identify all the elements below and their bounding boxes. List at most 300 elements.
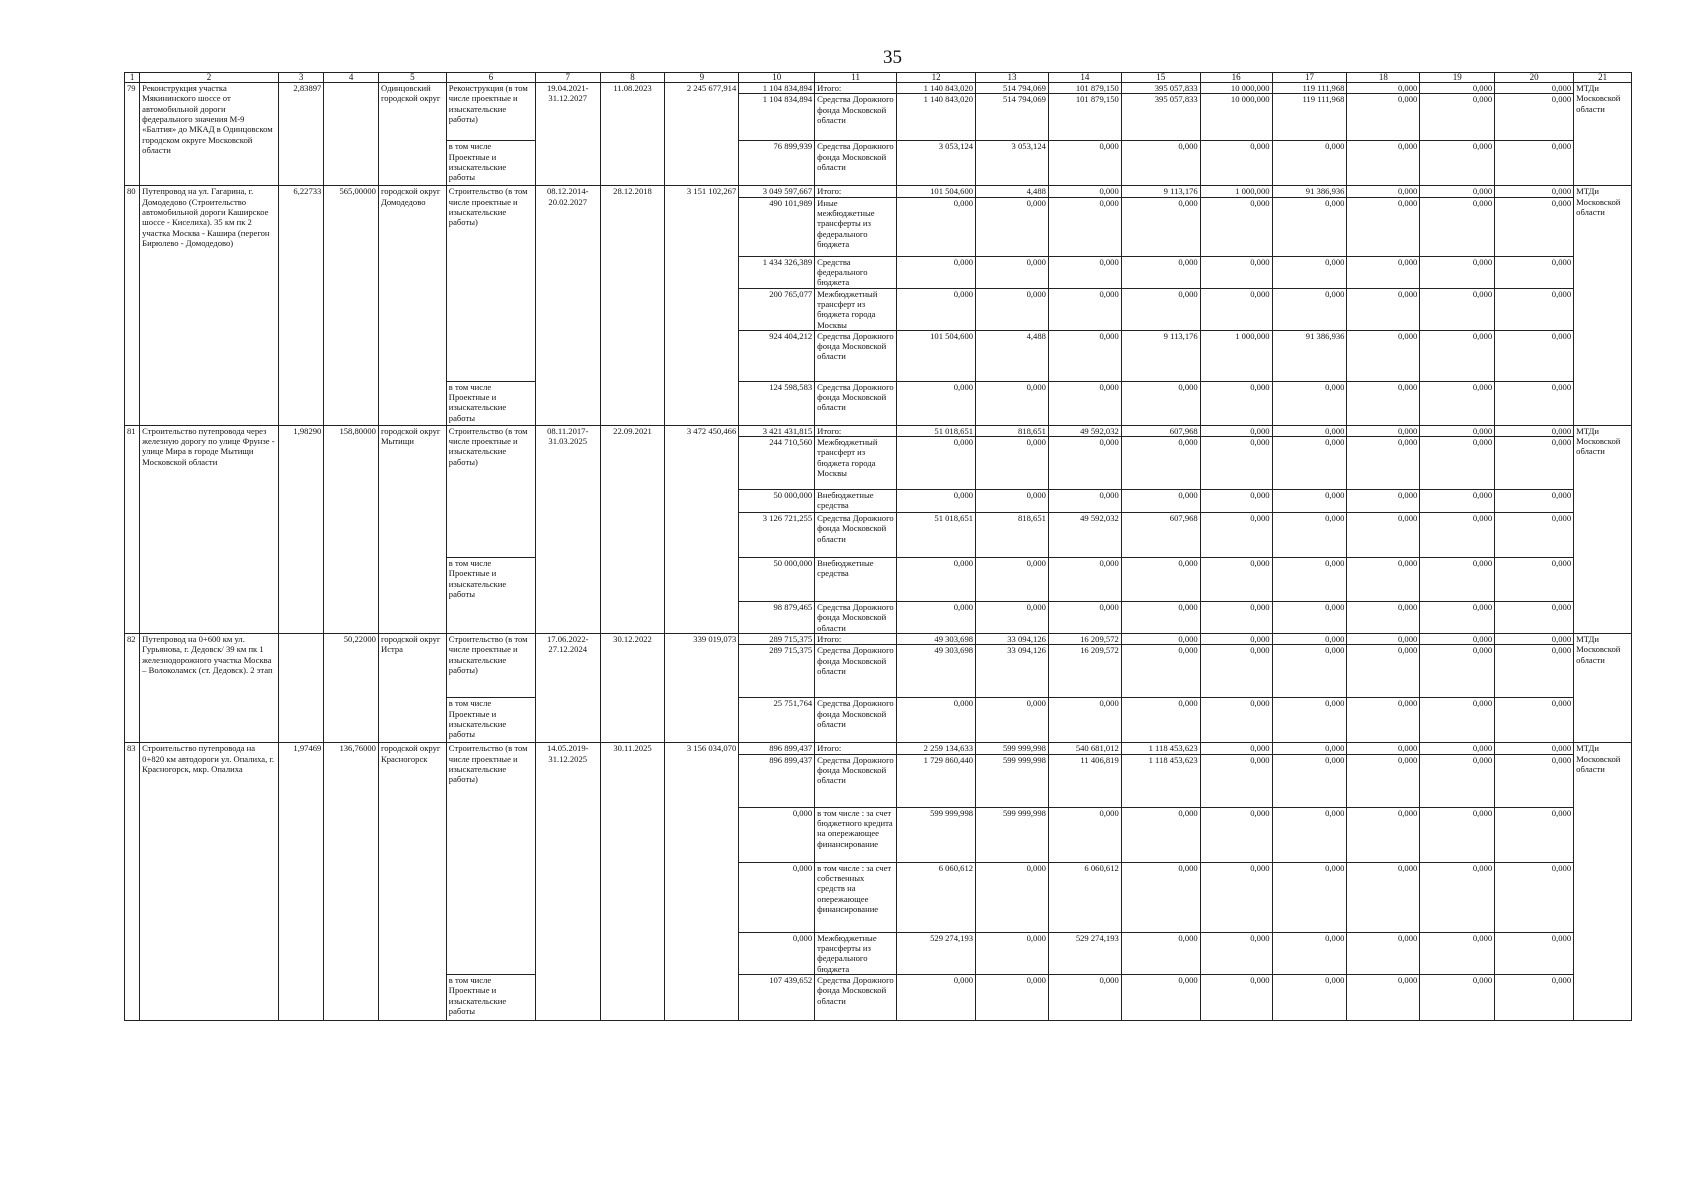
funding-value: 10 000,000 [1200, 94, 1272, 141]
total-label: Итого: [815, 425, 897, 436]
funding-value: 0,000 [897, 437, 976, 490]
commission-date: 30.11.2025 [600, 743, 665, 1021]
funding-value: 0,000 [976, 698, 1049, 743]
funding-value: 0,000 [1121, 437, 1200, 490]
funding-value: 0,000 [1347, 698, 1420, 743]
funding-value: 0,000 [1495, 558, 1574, 602]
funding-value: 0,000 [976, 197, 1049, 256]
object-name: Путепровод на 0+600 км ул. Гурьянова, г. Дедовск/ 39 км пк 1 железнодорожного участка Москва – Волоколамск (ст. Дедовск). 2 этап [140, 634, 279, 743]
location: городской округ Красногорск [378, 743, 446, 1021]
object-name: Путепровод на ул. Гагарина, г. Домодедово (Строительство автомобильной дороги Каширское шоссе - Киселиха). 35 км пк 2 участка Москва - Кашира (перегон Бирюлево - Домодедово) [140, 186, 279, 426]
total-value: 818,651 [976, 425, 1049, 436]
funding-value: 0,000 [1495, 932, 1574, 974]
funding-value: 0,000 [1347, 862, 1420, 932]
funding-value: 0,000 [1420, 698, 1495, 743]
funding-value: 9 113,176 [1121, 330, 1200, 381]
row-number: 80 [125, 186, 140, 426]
funding-value: 818,651 [976, 513, 1049, 558]
funding-value: 0,000 [1420, 490, 1495, 513]
financed-amount: 924 404,212 [739, 330, 815, 381]
capacity-increase [324, 83, 379, 186]
total-financed: 1 104 834,894 [739, 83, 815, 94]
object-name: Строительство путепровода на 0+820 км автодороги ул. Опалиха, г. Красногорск, мкр. Опалиха [140, 743, 279, 1021]
work-type: Строительство (в том числе проектные и изыскательские работы) [446, 634, 535, 698]
funding-source: Средства Дорожного фонда Московской области [815, 602, 897, 634]
work-period: 08.12.2014-20.02.2027 [535, 186, 600, 426]
financed-amount: 896 899,437 [739, 754, 815, 807]
financed-amount: 50 000,000 [739, 558, 815, 602]
funding-value: 0,000 [1495, 645, 1574, 698]
funding-value: 0,000 [1121, 558, 1200, 602]
total-value: 540 681,012 [1048, 743, 1121, 754]
funding-source: Средства Дорожного фонда Московской области [815, 141, 897, 186]
funding-value: 0,000 [1121, 862, 1200, 932]
financed-amount: 200 765,077 [739, 288, 815, 330]
funding-value: 0,000 [1048, 698, 1121, 743]
funding-value: 395 057,833 [1121, 94, 1200, 141]
total-value: 0,000 [1495, 743, 1574, 754]
total-value: 0,000 [1347, 634, 1420, 645]
commission-date: 22.09.2021 [600, 425, 665, 633]
total-value: 0,000 [1048, 186, 1121, 197]
total-value: 0,000 [1420, 634, 1495, 645]
financed-amount: 25 751,764 [739, 698, 815, 743]
total-value: 0,000 [1347, 83, 1420, 94]
funding-value: 6 060,612 [1048, 862, 1121, 932]
total-value: 0,000 [1272, 425, 1347, 436]
capacity: 2,83897 [278, 83, 324, 186]
work-type: Строительство (в том числе проектные и изыскательские работы) [446, 186, 535, 382]
funding-value: 0,000 [1495, 256, 1574, 288]
financed-amount: 107 439,652 [739, 974, 815, 1020]
funding-value: 0,000 [976, 490, 1049, 513]
funding-value: 0,000 [1272, 602, 1347, 634]
funding-value: 0,000 [1495, 141, 1574, 186]
funding-value: 529 274,193 [897, 932, 976, 974]
funding-value: 0,000 [1200, 490, 1272, 513]
funding-value: 0,000 [1347, 381, 1420, 425]
financed-amount: 98 879,465 [739, 602, 815, 634]
capacity-increase: 50,22000 [324, 634, 379, 743]
funding-source: Средства Дорожного фонда Московской области [815, 381, 897, 425]
funding-value: 0,000 [1272, 807, 1347, 862]
total-value: 395 057,833 [1121, 83, 1200, 94]
funding-value: 0,000 [1048, 437, 1121, 490]
funding-value: 49 592,032 [1048, 513, 1121, 558]
funding-value: 0,000 [1347, 645, 1420, 698]
funding-value: 0,000 [1420, 754, 1495, 807]
funding-value: 0,000 [1495, 974, 1574, 1020]
total-value: 91 386,936 [1272, 186, 1347, 197]
funding-value: 0,000 [1420, 932, 1495, 974]
financed-amount: 124 598,583 [739, 381, 815, 425]
total-value: 1 140 843,020 [897, 83, 976, 94]
column-header: 17 [1272, 73, 1347, 83]
funding-value: 0,000 [976, 558, 1049, 602]
funding-value: 0,000 [1200, 807, 1272, 862]
funding-value: 0,000 [1272, 862, 1347, 932]
funding-value: 0,000 [1048, 490, 1121, 513]
investment-program-table [124, 72, 1632, 1021]
commission-date: 30.12.2022 [600, 634, 665, 743]
funding-value: 0,000 [897, 288, 976, 330]
funding-value: 0,000 [1347, 932, 1420, 974]
total-value: 607,968 [1121, 425, 1200, 436]
design-work-type: в том числе Проектные и изыскательские работы [446, 698, 535, 743]
funding-value: 1 140 843,020 [897, 94, 976, 141]
funding-value: 1 000,000 [1200, 330, 1272, 381]
funding-value: 0,000 [1347, 558, 1420, 602]
total-value: 33 094,126 [976, 634, 1049, 645]
column-header: 19 [1420, 73, 1495, 83]
funding-value: 0,000 [1495, 381, 1574, 425]
funding-value: 529 274,193 [1048, 932, 1121, 974]
funding-value: 0,000 [1048, 807, 1121, 862]
funding-value: 0,000 [1121, 932, 1200, 974]
total-value: 0,000 [1272, 743, 1347, 754]
object-name: Реконструкция участка Мякининского шоссе от автомобильной дороги федерального значения М-9 «Балтия» до МКАД в Одинцовском городском округе Московской области [140, 83, 279, 186]
total-financed: 3 421 431,815 [739, 425, 815, 436]
total-value: 0,000 [1121, 634, 1200, 645]
total-value: 0,000 [1420, 425, 1495, 436]
funding-value: 0,000 [1420, 862, 1495, 932]
funding-value: 0,000 [976, 437, 1049, 490]
funding-value: 0,000 [1272, 932, 1347, 974]
funding-value: 0,000 [1200, 381, 1272, 425]
funding-value: 0,000 [976, 932, 1049, 974]
total-value: 119 111,968 [1272, 83, 1347, 94]
funding-value: 0,000 [1272, 754, 1347, 807]
funding-source: Средства Дорожного фонда Московской области [815, 94, 897, 141]
funding-value: 6 060,612 [897, 862, 976, 932]
funding-value: 0,000 [1347, 754, 1420, 807]
customer: МТДи Московской области [1574, 743, 1632, 1021]
funding-value: 0,000 [897, 490, 976, 513]
funding-value: 0,000 [1048, 197, 1121, 256]
funding-source: Иные межбюджетные трансферты из федерального бюджета [815, 197, 897, 256]
total-value: 0,000 [1347, 425, 1420, 436]
funding-value: 0,000 [1272, 558, 1347, 602]
funding-value: 0,000 [1048, 141, 1121, 186]
funding-value: 0,000 [1420, 330, 1495, 381]
funding-source: Внебюджетные средства [815, 558, 897, 602]
column-header: 18 [1347, 73, 1420, 83]
funding-value: 0,000 [1272, 381, 1347, 425]
funding-value: 0,000 [1121, 698, 1200, 743]
design-work-type: в том числе Проектные и изыскательские работы [446, 141, 535, 186]
funding-source: Средства Дорожного фонда Московской области [815, 974, 897, 1020]
financed-amount: 0,000 [739, 862, 815, 932]
column-header: 5 [378, 73, 446, 83]
design-work-type: в том числе Проектные и изыскательские работы [446, 974, 535, 1020]
work-period: 19.04.2021-31.12.2027 [535, 83, 600, 186]
funding-source: Средства Дорожного фонда Московской области [815, 698, 897, 743]
funding-value: 49 303,698 [897, 645, 976, 698]
total-value: 49 303,698 [897, 634, 976, 645]
capacity-increase: 158,80000 [324, 425, 379, 633]
total-value: 0,000 [1272, 634, 1347, 645]
funding-value: 599 999,998 [897, 807, 976, 862]
customer: МТДи Московской области [1574, 83, 1632, 186]
column-header: 6 [446, 73, 535, 83]
funding-value: 0,000 [976, 288, 1049, 330]
total-financed: 3 049 597,667 [739, 186, 815, 197]
column-number-row [125, 73, 1632, 83]
funding-value: 0,000 [1121, 490, 1200, 513]
funding-value: 0,000 [1420, 256, 1495, 288]
financed-amount: 3 126 721,255 [739, 513, 815, 558]
funding-value: 0,000 [1200, 256, 1272, 288]
funding-source: Внебюджетные средства [815, 490, 897, 513]
capacity-increase: 565,00000 [324, 186, 379, 426]
total-value: 1 000,000 [1200, 186, 1272, 197]
funding-value: 0,000 [1200, 437, 1272, 490]
funding-value: 0,000 [1200, 754, 1272, 807]
column-header: 11 [815, 73, 897, 83]
location: городской округ Мытищи [378, 425, 446, 633]
funding-value: 0,000 [1495, 94, 1574, 141]
funding-value: 0,000 [1121, 197, 1200, 256]
funding-value: 607,968 [1121, 513, 1200, 558]
financed-amount: 244 710,560 [739, 437, 815, 490]
table-row [125, 634, 1632, 645]
funding-value: 0,000 [1347, 141, 1420, 186]
estimated-cost: 3 151 102,267 [665, 186, 739, 426]
funding-source: Средства Дорожного фонда Московской области [815, 645, 897, 698]
work-period: 08.11.2017-31.03.2025 [535, 425, 600, 633]
funding-source: Средства Дорожного фонда Московской области [815, 513, 897, 558]
total-value: 0,000 [1420, 83, 1495, 94]
funding-value: 0,000 [1495, 437, 1574, 490]
total-value: 0,000 [1495, 634, 1574, 645]
funding-value: 0,000 [1495, 513, 1574, 558]
funding-value: 0,000 [1420, 288, 1495, 330]
funding-value: 0,000 [1121, 288, 1200, 330]
financed-amount: 50 000,000 [739, 490, 815, 513]
funding-value: 0,000 [1272, 437, 1347, 490]
capacity-increase: 136,76000 [324, 743, 379, 1021]
funding-value: 0,000 [1420, 141, 1495, 186]
column-header: 2 [140, 73, 279, 83]
funding-value: 0,000 [1200, 974, 1272, 1020]
funding-value: 0,000 [1495, 807, 1574, 862]
funding-value: 0,000 [1420, 807, 1495, 862]
funding-value: 0,000 [897, 602, 976, 634]
funding-value: 514 794,069 [976, 94, 1049, 141]
customer: МТДи Московской области [1574, 634, 1632, 743]
funding-value: 101 504,600 [897, 330, 976, 381]
estimated-cost: 3 156 034,070 [665, 743, 739, 1021]
funding-value: 101 879,150 [1048, 94, 1121, 141]
funding-value: 599 999,998 [976, 754, 1049, 807]
work-type: Реконструкция (в том числе проектные и изыскательские работы) [446, 83, 535, 141]
funding-value: 0,000 [1420, 381, 1495, 425]
object-name: Строительство путепровода через железную дорогу по улице Фрунзе - улице Мира в городе Мытищи Московской области [140, 425, 279, 633]
column-header: 20 [1495, 73, 1574, 83]
funding-value: 0,000 [1272, 974, 1347, 1020]
funding-value: 11 406,819 [1048, 754, 1121, 807]
funding-value: 0,000 [1048, 381, 1121, 425]
financed-amount: 289 715,375 [739, 645, 815, 698]
funding-value: 0,000 [1121, 974, 1200, 1020]
total-label: Итого: [815, 743, 897, 754]
funding-value: 0,000 [1347, 288, 1420, 330]
total-label: Итого: [815, 186, 897, 197]
funding-value: 3 053,124 [897, 141, 976, 186]
funding-value: 0,000 [1420, 437, 1495, 490]
funding-value: 119 111,968 [1272, 94, 1347, 141]
financed-amount: 1 434 326,389 [739, 256, 815, 288]
funding-value: 0,000 [1272, 513, 1347, 558]
funding-value: 1 118 453,623 [1121, 754, 1200, 807]
funding-source: Средства Дорожного фонда Московской области [815, 330, 897, 381]
funding-value: 0,000 [976, 862, 1049, 932]
work-type: Строительство (в том числе проектные и изыскательские работы) [446, 743, 535, 975]
funding-value: 0,000 [897, 698, 976, 743]
total-value: 0,000 [1347, 743, 1420, 754]
funding-value: 0,000 [1200, 602, 1272, 634]
total-value: 0,000 [1420, 186, 1495, 197]
funding-value: 0,000 [1495, 490, 1574, 513]
total-value: 0,000 [1200, 634, 1272, 645]
total-value: 16 209,572 [1048, 634, 1121, 645]
total-value: 0,000 [1495, 425, 1574, 436]
column-header: 9 [665, 73, 739, 83]
funding-source: Средства Дорожного фонда Московской области [815, 754, 897, 807]
funding-value: 0,000 [1200, 288, 1272, 330]
table-row [125, 425, 1632, 436]
funding-value: 0,000 [1121, 381, 1200, 425]
funding-value: 0,000 [1420, 513, 1495, 558]
total-financed: 896 899,437 [739, 743, 815, 754]
funding-value: 0,000 [1347, 490, 1420, 513]
location: городской округ Истра [378, 634, 446, 743]
funding-value: 0,000 [1347, 513, 1420, 558]
funding-value: 51 018,651 [897, 513, 976, 558]
funding-value: 0,000 [1121, 602, 1200, 634]
funding-value: 0,000 [1272, 645, 1347, 698]
table-row [125, 83, 1632, 94]
total-value: 51 018,651 [897, 425, 976, 436]
column-header: 10 [739, 73, 815, 83]
design-work-type: в том числе Проектные и изыскательские работы [446, 558, 535, 634]
financed-amount: 490 101,989 [739, 197, 815, 256]
funding-source: в том числе : за счет собственных средств на опережающее финансирование [815, 862, 897, 932]
capacity [278, 634, 324, 743]
commission-date: 28.12.2018 [600, 186, 665, 426]
funding-value: 0,000 [1200, 698, 1272, 743]
location: Одинцовский городской округ [378, 83, 446, 186]
page-number: 35 [883, 47, 902, 68]
total-value: 2 259 134,633 [897, 743, 976, 754]
funding-value: 0,000 [897, 256, 976, 288]
column-header: 12 [897, 73, 976, 83]
funding-value: 3 053,124 [976, 141, 1049, 186]
funding-source: в том числе : за счет бюджетного кредита на опережающее финансирование [815, 807, 897, 862]
funding-value: 0,000 [1200, 862, 1272, 932]
total-value: 101 504,600 [897, 186, 976, 197]
column-header: 15 [1121, 73, 1200, 83]
financed-amount: 1 104 834,894 [739, 94, 815, 141]
funding-value: 0,000 [976, 381, 1049, 425]
funding-value: 0,000 [1495, 698, 1574, 743]
total-value: 101 879,150 [1048, 83, 1121, 94]
funding-value: 0,000 [1200, 197, 1272, 256]
funding-value: 599 999,998 [976, 807, 1049, 862]
funding-value: 0,000 [1347, 330, 1420, 381]
funding-value: 0,000 [897, 197, 976, 256]
financed-amount: 0,000 [739, 807, 815, 862]
funding-value: 0,000 [1048, 602, 1121, 634]
total-value: 599 999,998 [976, 743, 1049, 754]
row-number: 81 [125, 425, 140, 633]
funding-value: 0,000 [1347, 437, 1420, 490]
funding-source: Средства федерального бюджета [815, 256, 897, 288]
funding-value: 0,000 [1272, 288, 1347, 330]
column-header: 16 [1200, 73, 1272, 83]
column-header: 13 [976, 73, 1049, 83]
funding-value: 0,000 [1495, 602, 1574, 634]
funding-value: 0,000 [1272, 256, 1347, 288]
funding-value: 0,000 [897, 974, 976, 1020]
funding-value: 0,000 [1347, 807, 1420, 862]
financed-amount: 0,000 [739, 932, 815, 974]
funding-source: Межбюджетные трансферты из федерального бюджета [815, 932, 897, 974]
funding-value: 0,000 [1420, 94, 1495, 141]
funding-value: 0,000 [1495, 288, 1574, 330]
funding-value: 0,000 [1420, 197, 1495, 256]
funding-value: 0,000 [1048, 974, 1121, 1020]
total-value: 0,000 [1495, 186, 1574, 197]
estimated-cost: 2 245 677,914 [665, 83, 739, 186]
funding-value: 0,000 [1200, 932, 1272, 974]
funding-value: 0,000 [1200, 141, 1272, 186]
total-value: 10 000,000 [1200, 83, 1272, 94]
funding-value: 0,000 [1495, 330, 1574, 381]
funding-value: 0,000 [1347, 602, 1420, 634]
total-value: 0,000 [1495, 83, 1574, 94]
funding-value: 0,000 [1347, 94, 1420, 141]
funding-value: 1 729 860,440 [897, 754, 976, 807]
column-header: 4 [324, 73, 379, 83]
funding-value: 0,000 [1200, 513, 1272, 558]
total-financed: 289 715,375 [739, 634, 815, 645]
total-label: Итого: [815, 83, 897, 94]
capacity: 1,98290 [278, 425, 324, 633]
estimated-cost: 339 019,073 [665, 634, 739, 743]
funding-value: 0,000 [897, 558, 976, 602]
column-header: 1 [125, 73, 140, 83]
funding-value: 0,000 [1048, 256, 1121, 288]
total-value: 0,000 [1347, 186, 1420, 197]
funding-source: Межбюджетный трансферт из бюджета города Москвы [815, 288, 897, 330]
total-value: 49 592,032 [1048, 425, 1121, 436]
funding-value: 33 094,126 [976, 645, 1049, 698]
column-header: 7 [535, 73, 600, 83]
total-value: 0,000 [1420, 743, 1495, 754]
funding-value: 0,000 [1495, 197, 1574, 256]
total-value: 9 113,176 [1121, 186, 1200, 197]
table-body [125, 73, 1632, 1021]
row-number: 82 [125, 634, 140, 743]
funding-value: 0,000 [1048, 288, 1121, 330]
funding-value: 16 209,572 [1048, 645, 1121, 698]
funding-value: 0,000 [1495, 754, 1574, 807]
column-header: 3 [278, 73, 324, 83]
work-period: 17.06.2022-27.12.2024 [535, 634, 600, 743]
funding-value: 0,000 [1272, 698, 1347, 743]
work-period: 14.05.2019-31.12.2025 [535, 743, 600, 1021]
